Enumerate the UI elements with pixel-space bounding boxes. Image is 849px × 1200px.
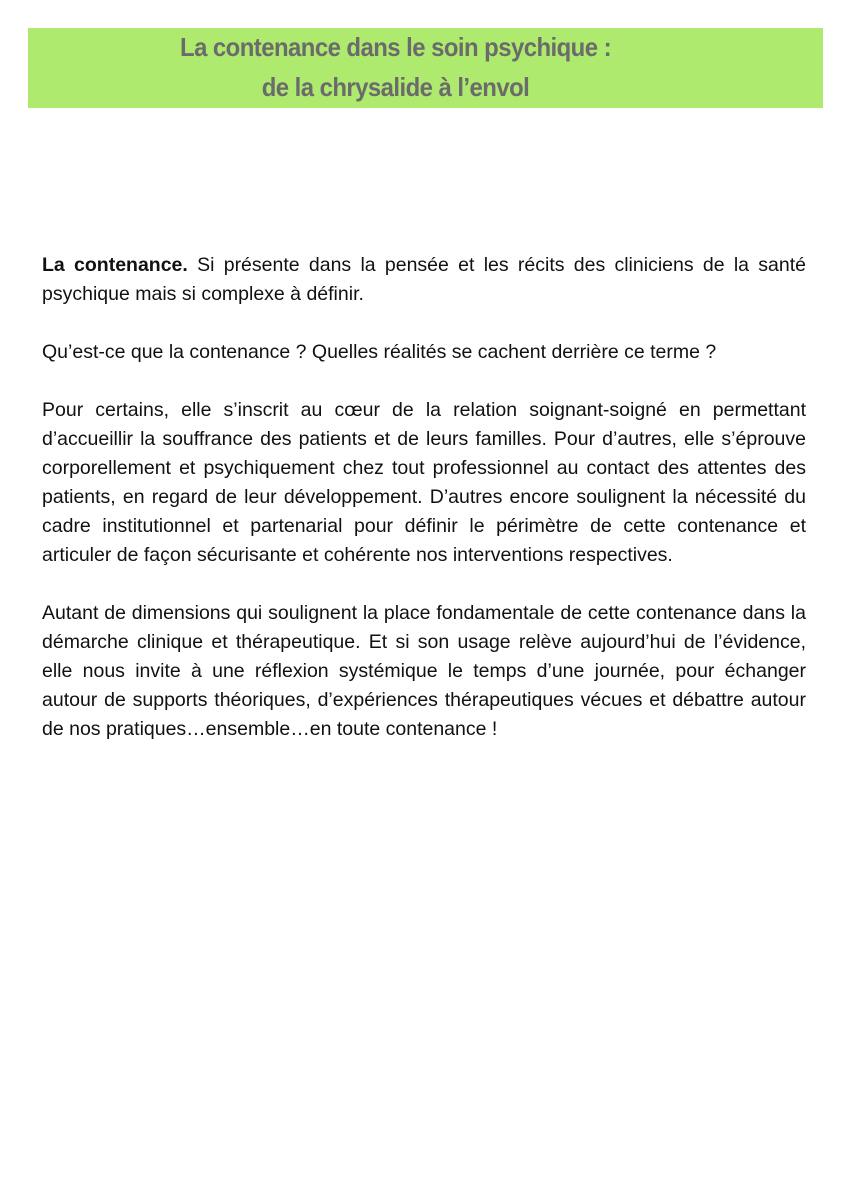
paragraph-conclusion: Autant de dimensions qui soulignent la place fondamentale de cette contenance dans la démarche clinique et thérapeutique. Et si son usage relève aujourd’hui de l’évidence, elle nous invite à une réflexion systémique le temps d’une journée, pour échanger autour de supports théoriques, d’expériences thérapeutiques vécues et débattre autour de nos pratiques…ensemble…en toute contenance ! (42, 602, 806, 740)
title-banner (28, 28, 823, 108)
paragraph-perspectives: Pour certains, elle s’inscrit au cœur de la relation soignant-soigné en permettant d’accueillir la souffrance des patients et de leurs familles. Pour d’autres, elle s’éprouve corporellement et psychiquement chez tout professionnel au contact des attentes des patients, en regard de leur développement. D’autres encore soulignent la nécessité du cadre institutionnel et partenarial pour définir le périmètre de cette contenance et articuler de façon sécurisante et cohérente nos interventions respectives. (42, 399, 806, 566)
page-title-line-1: La contenance dans le soin psychique : (180, 32, 611, 62)
paragraph-intro (42, 251, 806, 309)
page-title-line-2: de la chrysalide à l’envol (261, 72, 530, 102)
intro-lead: La contenance. (42, 254, 188, 276)
document-body (42, 251, 806, 773)
intro-text: Si présente dans la pensée et les récits des cliniciens de la santé psychique mais si complexe à définir. (42, 254, 806, 305)
paragraph-question: Qu’est-ce que la contenance ? Quelles réalités se cachent derrière ce terme ? (42, 341, 717, 363)
